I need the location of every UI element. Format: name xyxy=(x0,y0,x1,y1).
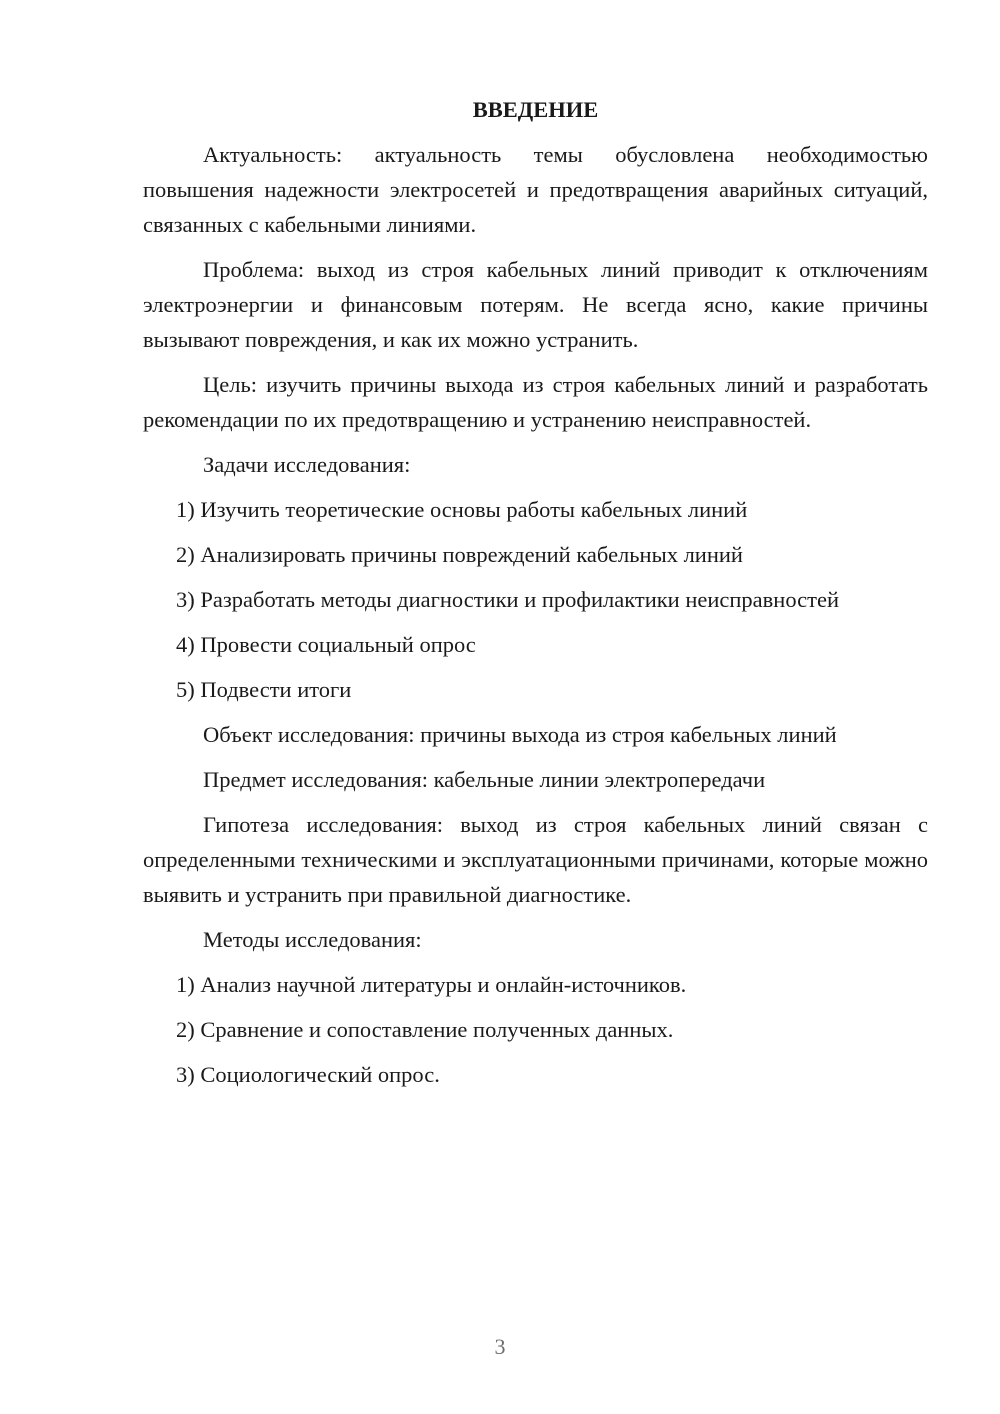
page-title: ВВЕДЕНИЕ xyxy=(472,97,599,122)
tasks-heading: Задачи исследования: xyxy=(203,452,411,477)
subject-line: Предмет исследования: кабельные линии электропередачи xyxy=(203,767,766,792)
task-item: 5) Подвести итоги xyxy=(176,677,352,702)
task-item: 1) Изучить теоретические основы работы кабельных линий xyxy=(176,497,748,522)
task-item: 3) Разработать методы диагностики и профилактики неисправностей xyxy=(176,587,839,612)
method-item: 2) Сравнение и сопоставление полученных данных. xyxy=(176,1017,674,1042)
document-page xyxy=(143,92,928,1102)
page-number: 3 xyxy=(494,1334,506,1359)
task-item: 2) Анализировать причины повреждений кабельных линий xyxy=(176,542,743,567)
method-item: 3) Социологический опрос. xyxy=(176,1062,440,1087)
method-item: 1) Анализ научной литературы и онлайн-источников. xyxy=(176,972,687,997)
goal-paragraph: Цель: изучить причины выхода из строя кабельных линий и разработать рекомендации по их предотвращению и устранению неисправностей. xyxy=(143,372,928,432)
relevance-paragraph: Актуальность: актуальность темы обусловлена необходимостью повышения надежности электросетей и предотвращения аварийных ситуаций, связанных с кабельными линиями. xyxy=(143,142,928,237)
task-item: 4) Провести социальный опрос xyxy=(176,632,476,657)
problem-paragraph: Проблема: выход из строя кабельных линий приводит к отключениям электроэнергии и финансовым потерям. Не всегда ясно, какие причины вызывают повреждения, и как их можно устранить. xyxy=(143,257,928,352)
hypothesis-paragraph: Гипотеза исследования: выход из строя кабельных линий связан с определенными техническими и эксплуатационными причинами, которые можно выявить и устранить при правильной диагностике. xyxy=(143,812,928,907)
methods-heading: Методы исследования: xyxy=(203,927,422,952)
object-line: Объект исследования: причины выхода из строя кабельных линий xyxy=(203,722,837,747)
